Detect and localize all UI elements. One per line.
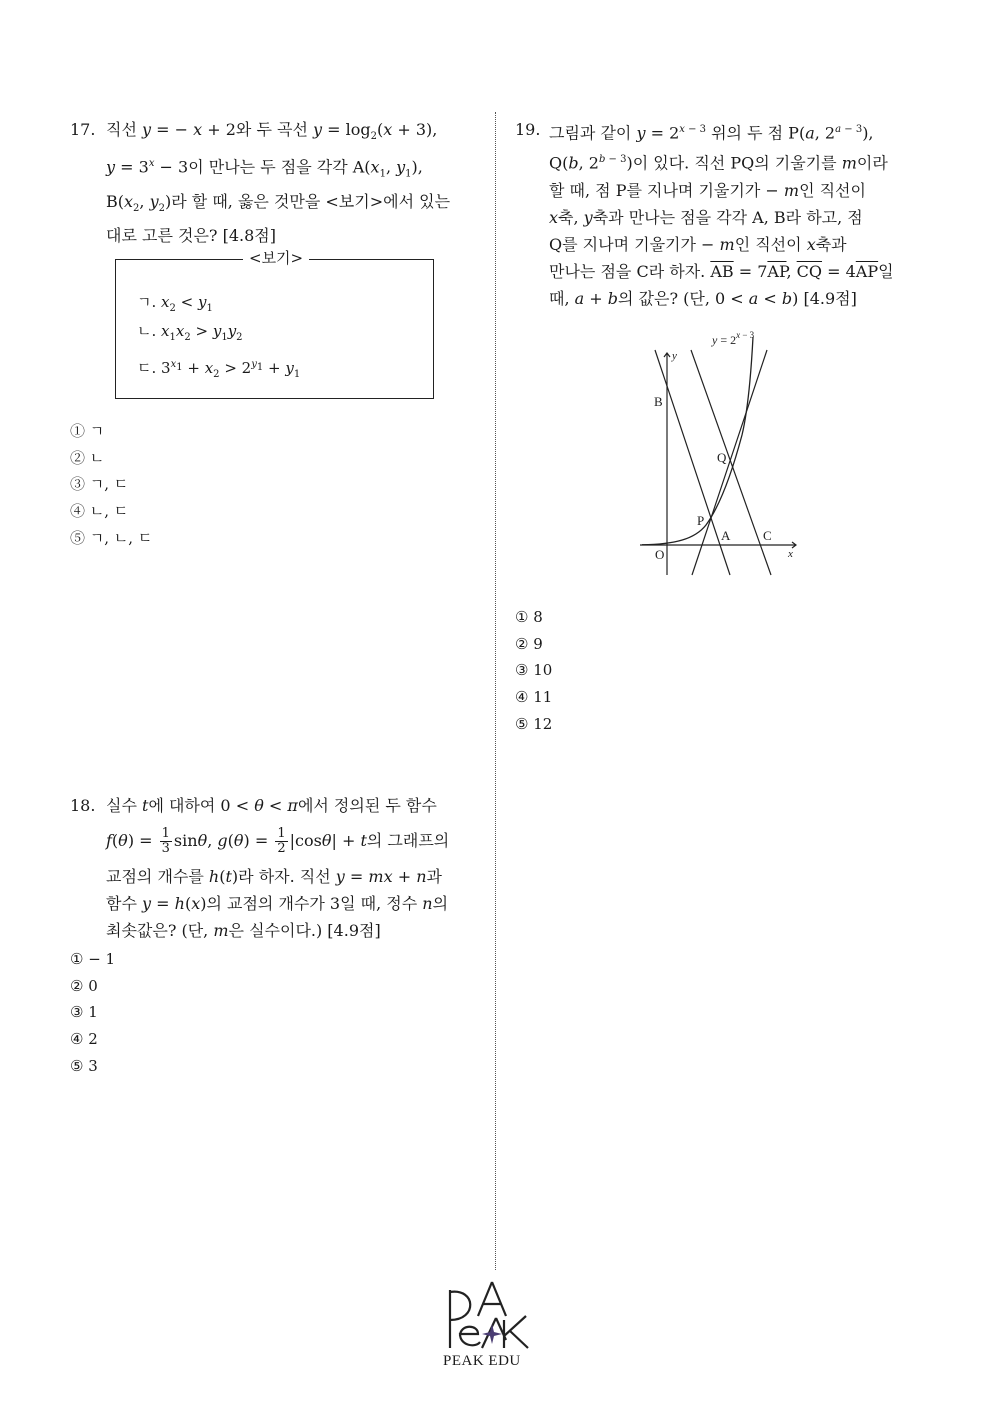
column-divider xyxy=(495,112,496,1270)
origin-label: O xyxy=(655,547,665,562)
answer-choice[interactable]: ④ 11 xyxy=(515,688,553,707)
point-Q-label: Q xyxy=(717,450,727,465)
bogi-item: ㄱ. $x_2 < y_1$ xyxy=(137,293,213,314)
answer-choice[interactable]: ③ ㄱ, ㄷ xyxy=(70,475,129,494)
answer-choice[interactable]: ① − 1 xyxy=(70,950,116,968)
question-line: 함수 y = h(x)의 교점의 개수가 3일 때, 정수 n의 xyxy=(106,894,449,913)
question-line: 할 때, 점 P를 지나며 기울기가 − m인 직선이 xyxy=(549,180,866,200)
question-text xyxy=(106,116,486,249)
answer-choice[interactable]: ② 9 xyxy=(515,634,543,653)
bogi-title: <보기> xyxy=(243,248,309,268)
question-number: 19. xyxy=(515,120,541,139)
logo-text: PEAK EDU xyxy=(443,1353,521,1369)
answer-choice[interactable]: ④ ㄴ, ㄷ xyxy=(70,502,129,521)
point-B-label: B xyxy=(654,394,663,409)
answer-choice[interactable]: ④ 2 xyxy=(70,1030,98,1049)
y-axis-label: y xyxy=(672,350,677,362)
question-line: f(θ) = $\frac{1}{3}$ sinθ, g(θ) = $\frac{1}{2}$ |cosθ| + t의 그래프의 xyxy=(106,826,450,856)
question-line: 때, a + b의 값은? (단, 0 < a < b) [4.9점] xyxy=(549,288,857,308)
question-line: 대로 고른 것은? [4.8점] xyxy=(106,225,276,245)
question-line: 직선 y = − x + 2와 두 곡선 $y = \log_2(x + 3)$, xyxy=(106,120,438,143)
question-line: 최솟값은? (단, m은 실수이다.) [4.9점] xyxy=(106,921,381,940)
answer-choice[interactable]: ⑤ ㄱ, ㄴ, ㄷ xyxy=(70,528,153,547)
answer-choice[interactable]: ③ 10 xyxy=(515,661,553,680)
question-line: $B(x_2$, $y_2$)라 할 때, 옳은 것만을 <보기>에서 있는 xyxy=(106,191,451,214)
choices-18 xyxy=(70,946,115,1080)
question-line: 교점의 개수를 h(t)라 하자. 직선 y = mx + n과 xyxy=(106,867,442,886)
question-line: x축, y축과 만나는 점을 각각 A, B라 하고, 점 xyxy=(549,207,863,227)
choices-17 xyxy=(70,418,152,552)
question-line: $y = 3^x - 3$이 만나는 두 점을 각각 $A(x_1$, $y_1$), xyxy=(106,157,423,180)
bogi-item: ㄷ. $3^{x_1} + x_2 > 2^{y_1} + y_1$ xyxy=(137,359,301,380)
q19-figure xyxy=(630,325,810,583)
answer-choice[interactable]: ① ㄱ xyxy=(70,422,105,440)
question-text xyxy=(549,116,934,312)
point-P-label: P xyxy=(697,513,705,528)
point-C-label: C xyxy=(763,528,772,543)
bogi-item: ㄴ. $x_1x_2 > y_1y_2$ xyxy=(137,322,243,343)
answer-choice[interactable]: ① 8 xyxy=(515,608,543,626)
answer-choice[interactable]: ⑤ 12 xyxy=(515,714,553,733)
x-axis-label: x xyxy=(788,548,793,560)
question-number: 17. xyxy=(70,120,96,139)
question-line: 만나는 점을 C라 하자. $\overline{AB} = 7\overline{AP}$, $\overline{CQ} = 4\overline{AP}$일 xyxy=(549,261,894,281)
question-line: Q를 지나며 기울기가 − m인 직선이 x축과 xyxy=(549,234,847,254)
answer-choice[interactable]: ② ㄴ xyxy=(70,448,105,467)
peak-edu-logo xyxy=(440,1280,552,1375)
answer-choice[interactable]: ③ 1 xyxy=(70,1003,98,1022)
point-A-label: A xyxy=(721,528,731,543)
question-line: 그림과 같이 $y = 2^{x - 3}$ 위의 두 점 P(a, $2^{a - 3}$), xyxy=(549,123,874,143)
curve-label: $y = 2^{x - 3}$ xyxy=(712,330,755,347)
question-line: Q(b, $2^{b - 3}$)이 있다. 직선 PQ의 기울기를 m이라 xyxy=(549,153,888,173)
answer-choice[interactable]: ⑤ 3 xyxy=(70,1056,98,1075)
answer-choice[interactable]: ② 0 xyxy=(70,976,98,995)
choices-19 xyxy=(515,604,552,738)
question-number: 18. xyxy=(70,796,96,815)
question-line: 실수 t에 대하여 0 < θ < π에서 정의된 두 함수 xyxy=(106,796,437,815)
question-text xyxy=(106,792,486,944)
